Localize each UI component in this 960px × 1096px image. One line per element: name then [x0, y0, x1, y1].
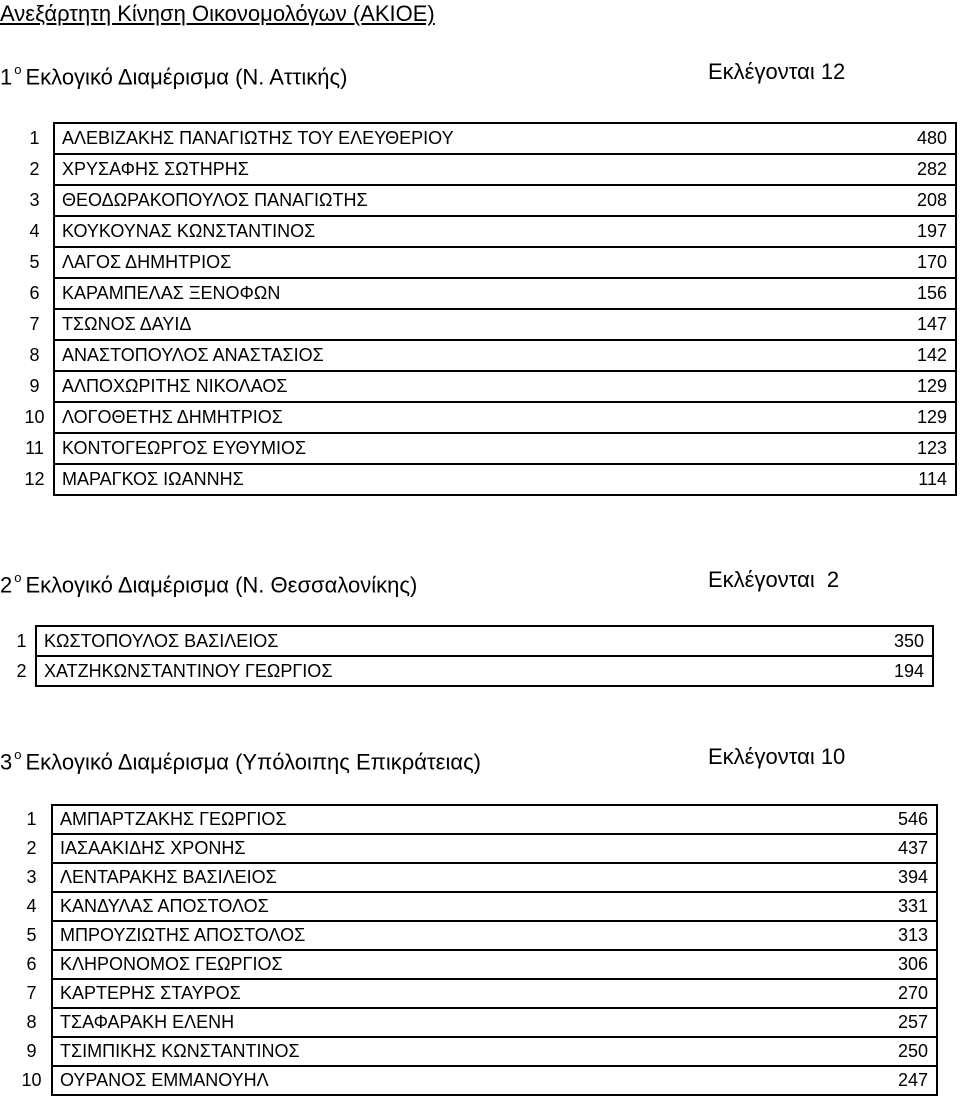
candidate-row — [16, 433, 956, 464]
candidate-votes: 197 — [866, 216, 956, 247]
section-ordinal: 1 — [0, 64, 13, 90]
section-heading-2 — [0, 566, 840, 599]
candidate-name: ΜΠΡΟΥΖΙΩΤΗΣ ΑΠΟΣΤΟΛΟΣ — [52, 921, 847, 950]
candidate-row — [16, 371, 956, 402]
candidate-number: 9 — [26, 1041, 37, 1061]
candidate-row — [12, 921, 937, 950]
candidate-name: ΑΛΠΟΧΩΡΙΤΗΣ ΝΙΚΟΛΑΟΣ — [54, 371, 866, 402]
candidate-number: 5 — [26, 925, 37, 945]
candidate-name: ΤΣΩΝΟΣ ΔΑΥΙΔ — [54, 309, 866, 340]
ordinal-superscript: ο — [14, 570, 22, 585]
candidate-votes: 250 — [847, 1037, 937, 1066]
candidate-number: 1 — [16, 631, 27, 651]
candidate-number: 5 — [29, 252, 40, 272]
candidate-row — [16, 216, 956, 247]
candidate-name: ΚΟΥΚΟΥΝΑΣ ΚΩΝΣΤΑΝΤΙΝΟΣ — [54, 216, 866, 247]
candidate-votes: 170 — [866, 247, 956, 278]
ordinal-superscript: ο — [14, 747, 22, 762]
candidate-votes: 394 — [847, 863, 937, 892]
candidate-name: ΟΥΡΑΝΟΣ ΕΜΜΑΝΟΥΗΛ — [52, 1066, 847, 1095]
candidate-row — [12, 1008, 937, 1037]
candidate-number: 4 — [29, 221, 40, 241]
candidate-votes: 129 — [866, 371, 956, 402]
candidate-number: 7 — [26, 983, 37, 1003]
candidate-name: ΜΑΡΑΓΚΟΣ ΙΩΑΝΝΗΣ — [54, 464, 866, 495]
table-body — [8, 626, 933, 686]
candidate-number: 11 — [25, 438, 44, 458]
candidate-row — [16, 402, 956, 433]
candidate-votes: 546 — [847, 805, 937, 834]
candidate-votes: 270 — [847, 979, 937, 1008]
section-ordinal: 2 — [0, 572, 13, 598]
candidate-name: ΛΑΓΟΣ ΔΗΜΗΤΡΙΟΣ — [54, 247, 866, 278]
candidate-name: ΘΕΟΔΩΡΑΚΟΠΟΥΛΟΣ ΠΑΝΑΓΙΩΤΗΣ — [54, 185, 866, 216]
candidate-votes: 313 — [847, 921, 937, 950]
candidate-votes: 480 — [866, 123, 956, 154]
candidate-row — [16, 309, 956, 340]
candidate-name: ΚΑΡΑΜΠΕΛΑΣ ΞΕΝΟΦΩΝ — [54, 278, 866, 309]
seats-label: Εκλέγονται 10 — [708, 744, 846, 769]
candidate-number: 6 — [26, 954, 37, 974]
candidate-row — [12, 1037, 937, 1066]
candidates-table-1 — [16, 122, 957, 496]
candidate-row — [8, 626, 933, 656]
candidate-votes: 156 — [866, 278, 956, 309]
candidate-row — [12, 863, 937, 892]
candidates-table-2 — [8, 625, 934, 687]
candidate-row — [16, 185, 956, 216]
candidate-name: ΚΛΗΡΟΝΟΜΟΣ ΓΕΩΡΓΙΟΣ — [52, 950, 847, 979]
candidate-row — [16, 154, 956, 185]
candidate-votes: 147 — [866, 309, 956, 340]
candidate-number: 2 — [29, 159, 40, 179]
candidate-votes: 208 — [866, 185, 956, 216]
candidate-votes: 142 — [866, 340, 956, 371]
candidate-row — [16, 340, 956, 371]
candidate-votes: 114 — [866, 464, 956, 495]
candidate-name: ΛΕΝΤΑΡΑΚΗΣ ΒΑΣΙΛΕΙΟΣ — [52, 863, 847, 892]
candidate-votes: 129 — [866, 402, 956, 433]
candidate-name: ΧΑΤΖΗΚΩΝΣΤΑΝΤΙΝΟΥ ΓΕΩΡΓΙΟΣ — [36, 656, 843, 686]
candidate-name: ΛΟΓΟΘΕΤΗΣ ΔΗΜΗΤΡΙΟΣ — [54, 402, 866, 433]
candidate-row — [12, 950, 937, 979]
ordinal-superscript: ο — [14, 62, 22, 77]
candidate-row — [12, 834, 937, 863]
table-body — [12, 805, 937, 1095]
candidate-votes: 247 — [847, 1066, 937, 1095]
candidate-votes: 194 — [843, 656, 933, 686]
candidate-row — [16, 464, 956, 495]
seats-label: Εκλέγονται 2 — [708, 567, 840, 592]
candidate-number: 3 — [29, 190, 40, 210]
candidate-number: 8 — [26, 1012, 37, 1032]
candidate-name: ΚΩΣΤΟΠΟΥΛΟΣ ΒΑΣΙΛΕΙΟΣ — [36, 626, 843, 656]
candidate-number: 12 — [24, 469, 45, 489]
seats-label: Εκλέγονται 12 — [708, 59, 846, 84]
candidate-name: ΚΑΝΔΥΛΑΣ ΑΠΟΣΤΟΛΟΣ — [52, 892, 847, 921]
candidate-name: ΧΡΥΣΑΦΗΣ ΣΩΤΗΡΗΣ — [54, 154, 866, 185]
section-heading-3 — [0, 743, 846, 776]
candidate-row — [16, 123, 956, 154]
candidates-table-3 — [12, 804, 938, 1096]
candidate-votes: 331 — [847, 892, 937, 921]
candidate-number: 9 — [29, 376, 40, 396]
section-title: Εκλογικό Διαμέρισμα (Ν. Θεσσαλονίκης) — [25, 572, 418, 598]
candidate-number: 6 — [29, 283, 40, 303]
candidate-name: ΚΑΡΤΕΡΗΣ ΣΤΑΥΡΟΣ — [52, 979, 847, 1008]
candidate-row — [12, 805, 937, 834]
candidate-number: 3 — [26, 867, 37, 887]
candidate-number: 2 — [16, 661, 27, 681]
candidate-votes: 123 — [866, 433, 956, 464]
candidate-row — [12, 979, 937, 1008]
candidate-number: 1 — [26, 809, 37, 829]
candidate-number: 1 — [29, 128, 40, 148]
candidate-name: ΑΛΕΒΙΖΑΚΗΣ ΠΑΝΑΓΙΩΤΗΣ ΤΟΥ ΕΛΕΥΘΕΡΙΟΥ — [54, 123, 866, 154]
candidate-votes: 282 — [866, 154, 956, 185]
candidate-number: 10 — [21, 1070, 42, 1090]
candidate-name: ΚΟΝΤΟΓΕΩΡΓΟΣ ΕΥΘΥΜΙΟΣ — [54, 433, 866, 464]
candidate-votes: 437 — [847, 834, 937, 863]
candidate-number: 4 — [26, 896, 37, 916]
candidate-votes: 257 — [847, 1008, 937, 1037]
section-title: Εκλογικό Διαμέρισμα (Ν. Αττικής) — [25, 64, 348, 90]
candidate-votes: 306 — [847, 950, 937, 979]
candidate-name: ΤΣΙΜΠΙΚΗΣ ΚΩΝΣΤΑΝΤΙΝΟΣ — [52, 1037, 847, 1066]
section-heading-1 — [0, 58, 846, 91]
candidate-row — [12, 892, 937, 921]
candidate-name: ΙΑΣΑΑΚΙΔΗΣ ΧΡΟΝΗΣ — [52, 834, 847, 863]
candidate-row — [16, 247, 956, 278]
page-title: Ανεξάρτητη Κίνηση Οικονομολόγων (ΑΚΙΟΕ) — [0, 1, 435, 26]
candidate-number: 7 — [29, 314, 40, 334]
candidate-row — [16, 278, 956, 309]
candidate-row — [12, 1066, 937, 1095]
candidate-name: ΑΜΠΑΡΤΖΑΚΗΣ ΓΕΩΡΓΙΟΣ — [52, 805, 847, 834]
candidate-name: ΤΣΑΦΑΡΑΚΗ ΕΛΕΝΗ — [52, 1008, 847, 1037]
candidate-name: ΑΝΑΣΤΟΠΟΥΛΟΣ ΑΝΑΣΤΑΣΙΟΣ — [54, 340, 866, 371]
section-ordinal: 3 — [0, 749, 13, 775]
table-body — [16, 123, 956, 495]
candidate-row — [8, 656, 933, 686]
candidate-number: 10 — [24, 407, 45, 427]
candidate-votes: 350 — [843, 626, 933, 656]
section-title: Εκλογικό Διαμέρισμα (Υπόλοιπης Επικράτειας) — [25, 749, 482, 775]
candidate-number: 8 — [29, 345, 40, 365]
candidate-number: 2 — [26, 838, 37, 858]
